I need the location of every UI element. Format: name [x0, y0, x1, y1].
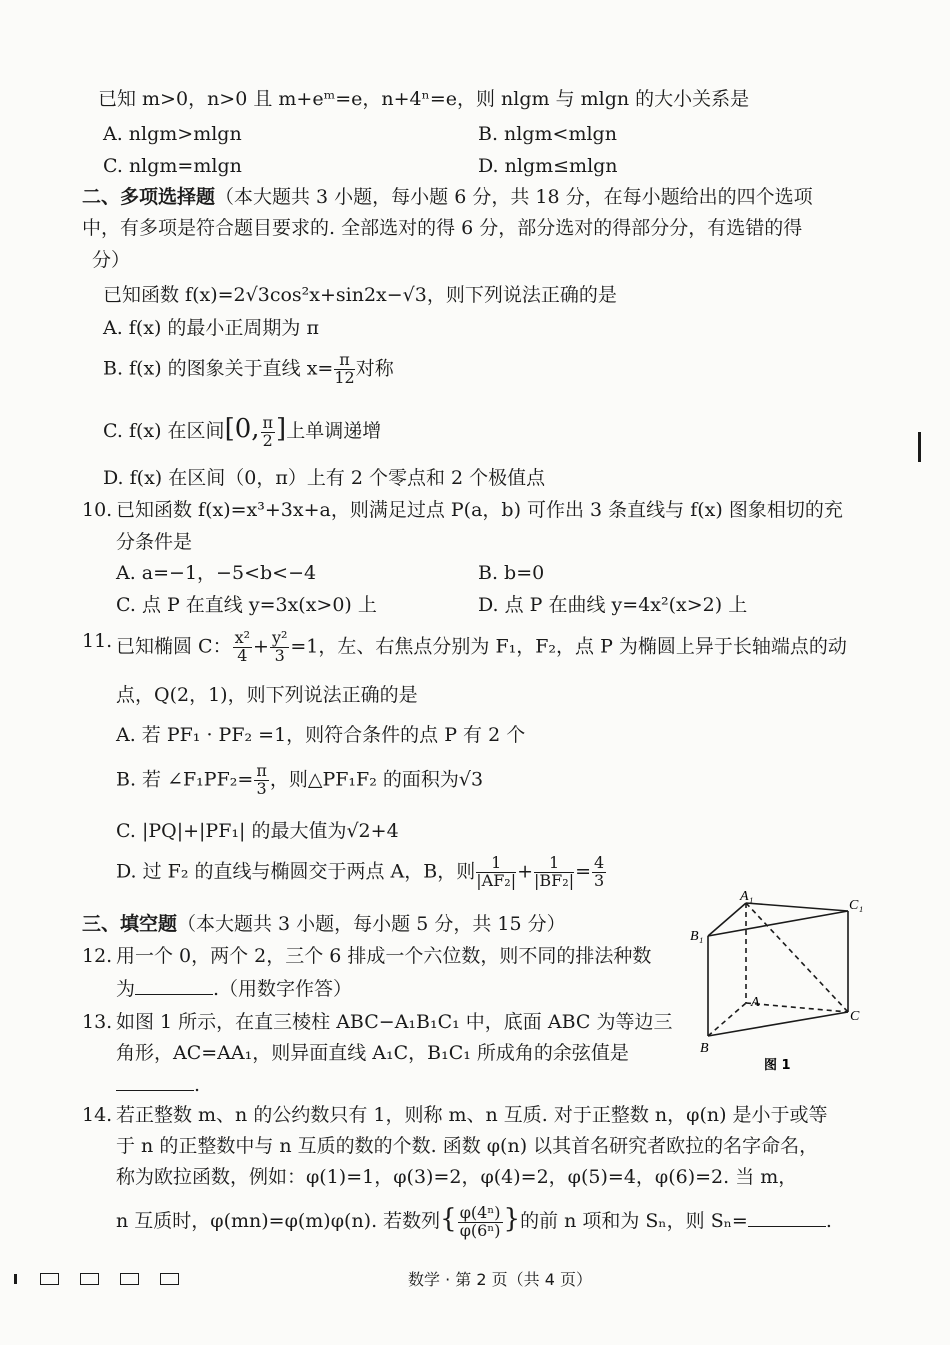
- edge-ac: [746, 1003, 848, 1012]
- q9-c-interval-right: ]: [276, 414, 287, 444]
- q11-y-fraction: [270, 630, 289, 665]
- section2-desc1: （本大题共 3 小题，每小题 6 分，共 18 分，在每小题给出的四个选项: [215, 186, 813, 208]
- q11-d-d1: |AF₂|: [476, 870, 517, 890]
- q11-b-num: π: [256, 761, 267, 780]
- section2-desc3: 分）: [92, 249, 131, 271]
- label-b1: B₁: [690, 929, 704, 944]
- footer-box-4: [160, 1273, 179, 1285]
- q9-option-d: D. f(x) 在区间（0，π）上有 2 个零点和 2 个极值点: [103, 467, 546, 489]
- section2-header: [82, 186, 813, 209]
- q14-line1: 若正整数 m、n 的公约数只有 1，则称 m、n 互质. 对于正整数 n，φ(n) 是小于或等: [116, 1104, 828, 1126]
- q11-d-fraction1: [476, 855, 516, 890]
- q14-line2: 于 n 的正整数中与 n 互质的数的个数. 函数 φ(n) 以其首名研究者欧拉的名字命名，: [116, 1135, 819, 1157]
- q9-option-b: [103, 352, 394, 387]
- edge-bc: [708, 1012, 848, 1036]
- label-c: C: [850, 1009, 860, 1024]
- q11-stem-line2: 点，Q(2，1)，则下列说法正确的是: [116, 684, 418, 706]
- q11-x-fraction: [233, 630, 252, 665]
- q10-stem-line1: 已知函数 f(x)=x³+3x+a，则满足过点 P(a，b) 可作出 3 条直线与 f(x) 图象相切的充: [116, 499, 843, 521]
- page-footer: 数学 · 第 2 页（共 4 页）: [408, 1270, 592, 1289]
- q14-seq-den: φ(6ⁿ): [459, 1220, 501, 1240]
- q11-stem-pre: 已知椭圆 C：: [116, 635, 232, 658]
- q11-b-post: ，则△PF₁F₂ 的面积为√3: [269, 768, 484, 791]
- q13-answer-blank-line: .: [116, 1074, 200, 1097]
- q12-line2-pre: 为: [116, 978, 136, 1000]
- q14-line4: n 互质时，φ(mn)=φ(m)φ(n). 若数列{ $\frac{\text{φ(4ⁿ)}}{\text{φ(6ⁿ)}}$ }的前 n 项和为 Sₙ，则 Sₙ= .: [116, 1202, 832, 1240]
- q11-b-den: 3: [256, 778, 267, 798]
- q11-d-n2: 1: [534, 855, 574, 873]
- q10-option-a: A. a=−1，−5<b<−4: [116, 562, 317, 584]
- q9-b-post: 对称: [355, 357, 394, 380]
- q8-stem: 已知 m>0，n>0 且 m+eᵐ=e，n+4ⁿ=e，则 nlgm 与 mlgn 的大小关系是: [98, 88, 750, 110]
- q14-line4-end: .: [825, 1210, 832, 1232]
- q11-stem-line1: 已知椭圆 C： $\frac{\text{x²}}{4}$ + $\frac{\text{y²}}{3}$ =1，左、右焦点分别为 F₁，F₂，点 P 为椭圆上异于长轴端点的动: [116, 628, 847, 665]
- q9-b-num: π: [334, 352, 354, 370]
- prism-figure: [688, 888, 868, 1078]
- q9-c-den: 2: [262, 430, 273, 450]
- edge-b1c1: [708, 911, 848, 936]
- figure-caption: 图 1: [764, 1058, 791, 1073]
- section2-desc2: 中，有多项是符合题目要求的. 全部选对的得 6 分，部分选对的得部分分，有选错的得: [82, 217, 803, 239]
- q11-option-a: A. 若 PF₁ · PF₂ =1，则符合条件的点 P 有 2 个: [116, 724, 526, 746]
- label-a1: A₁: [740, 889, 754, 904]
- q13-line2: 角形，AC=AA₁，则异面直线 A₁C，B₁C₁ 所成角的余弦值是: [116, 1042, 629, 1064]
- q14-seq-num: φ(4ⁿ): [459, 1202, 501, 1222]
- q10-option-b: B. b=0: [478, 562, 545, 584]
- q8-option-b: B. nlgm<mlgn: [478, 123, 617, 145]
- q11-d-fraction2: [534, 855, 574, 890]
- q11-d-d2: |BF₂|: [534, 870, 575, 890]
- edge-a1c1: [746, 903, 848, 911]
- q11-d-pre: D. 过 F₂ 的直线与椭圆交于两点 A，B，则: [116, 860, 476, 883]
- footer-box-3: [120, 1273, 139, 1285]
- q11-option-d: D. 过 F₂ 的直线与椭圆交于两点 A，B，则 $\frac{1}{\text{|AF₂|}}$ + $\frac{1}{\text{|BF₂|}}$ = $\frac{4}{3}$: [116, 853, 605, 890]
- q12-line2-post: .（用数字作答）: [213, 978, 353, 1000]
- q12-line2: [116, 978, 352, 1001]
- q9-c-post: 上单调递增: [286, 420, 382, 442]
- footer-box-1: [40, 1273, 59, 1285]
- q9-c-fraction: [261, 412, 276, 450]
- q11-b-fraction: [254, 763, 269, 798]
- q8-option-d: D. nlgm≤mlgn: [478, 155, 618, 177]
- edge-b1a1: [708, 903, 746, 936]
- q11-d-fraction3: [592, 855, 606, 890]
- q9-stem: 已知函数 f(x)=2√3cos²x+sin2x−√3，则下列说法正确的是: [103, 284, 617, 306]
- q13-number: 13.: [82, 1011, 113, 1033]
- q11-d-rn: 4: [594, 853, 605, 872]
- q13-answer-blank: [116, 1074, 194, 1091]
- q9-b-text: B. f(x) 的图象关于直线 x=: [103, 357, 334, 380]
- section2-title: 二、多项选择题: [82, 186, 216, 208]
- q11-option-c: C. |PQ|+|PF₁| 的最大值为√2+4: [116, 820, 399, 842]
- q11-x-num: x²: [234, 628, 251, 647]
- q8-option-c: C. nlgm=mlgn: [103, 155, 242, 177]
- q10-option-d: D. 点 P 在曲线 y=4x²(x>2) 上: [478, 594, 748, 616]
- q10-number: 10.: [82, 499, 113, 521]
- q12-answer-blank: [135, 978, 213, 995]
- q13-line1: 如图 1 所示，在直三棱柱 ABC−A₁B₁C₁ 中，底面 ABC 为等边三: [116, 1011, 673, 1033]
- q11-d-n1: 1: [476, 855, 516, 873]
- q9-c-text: C. f(x) 在区间: [103, 420, 225, 442]
- section3-header: [82, 913, 566, 936]
- q11-stem-post: =1，左、右焦点分别为 F₁，F₂，点 P 为椭圆上异于长轴端点的动: [290, 635, 847, 658]
- q11-option-b: [116, 763, 483, 798]
- q11-b-pre: B. 若 ∠F₁PF₂=: [116, 768, 254, 791]
- q11-y-num: y²: [271, 628, 288, 647]
- q14-line4-pre: n 互质时，φ(mn)=φ(m)φ(n). 若数列: [116, 1210, 441, 1232]
- q8-option-a: A. nlgm>mlgn: [103, 123, 242, 145]
- q14-seq-fraction: [458, 1202, 503, 1240]
- section3-desc: （本大题共 3 小题，每小题 5 分，共 15 分）: [177, 913, 566, 935]
- footer-box-2: [80, 1273, 99, 1285]
- q14-answer-blank: [748, 1210, 826, 1227]
- q11-x-den: 4: [237, 645, 248, 665]
- q12-line1: 用一个 0，两个 2，三个 6 排成一个六位数，则不同的排法种数: [116, 945, 652, 967]
- q11-y-den: 3: [274, 645, 285, 665]
- q9-b-den: 12: [334, 367, 355, 387]
- section3-title: 三、填空题: [82, 913, 178, 935]
- q9-b-fraction: [334, 352, 354, 387]
- q11-d-rd: 3: [594, 870, 605, 890]
- q9-c-num: π: [262, 412, 274, 432]
- label-c1: C₁: [849, 898, 864, 913]
- q14-line3: 称为欧拉函数，例如：φ(1)=1，φ(3)=2，φ(4)=2，φ(5)=4，φ(6)=2. 当 m，: [116, 1166, 798, 1188]
- q14-number: 14.: [82, 1104, 113, 1126]
- q11-number: 11.: [82, 630, 113, 652]
- q10-option-c: C. 点 P 在直线 y=3x(x>0) 上: [116, 594, 377, 616]
- label-b: B: [700, 1041, 709, 1056]
- footer-mark: [14, 1274, 17, 1284]
- q9-c-interval-left: [0,: [224, 414, 260, 444]
- margin-mark: [918, 432, 921, 462]
- q10-stem-line2: 分条件是: [116, 531, 193, 553]
- q9-option-c: [103, 414, 381, 449]
- label-a: A: [751, 995, 760, 1010]
- q12-number: 12.: [82, 945, 113, 967]
- q9-option-a: A. f(x) 的最小正周期为 π: [103, 317, 319, 339]
- q14-line4-post: 的前 n 项和为 Sₙ，则 Sₙ=: [520, 1210, 748, 1232]
